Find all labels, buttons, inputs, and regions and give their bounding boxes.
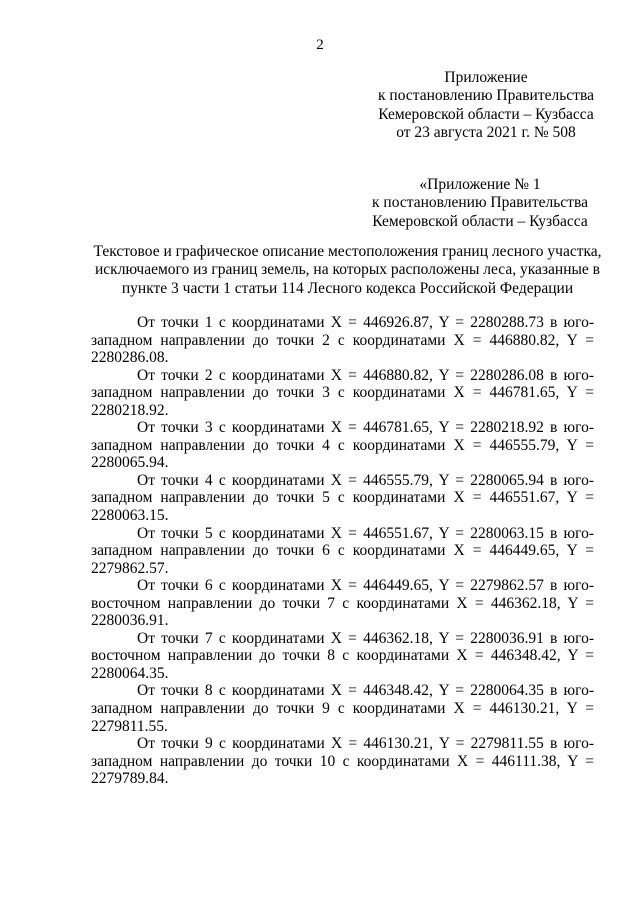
page-number: 2 xyxy=(316,37,324,53)
annex-reference-line: «Приложение № 1 xyxy=(419,176,541,193)
document-title-line: Текстовое и графическое описание местоположения границ лесного участка, xyxy=(93,243,602,260)
boundary-segment-paragraph: От точки 1 с координатами X = 446926.87, Y = 2280288.73 в юго-западном направлении до точки 2 с координатами X = 446880.82, Y = 2280286.08. xyxy=(91,314,594,367)
document-title-line: исключаемого из границ земель, на которых расположены леса, указанные в xyxy=(95,261,600,279)
boundary-segment-paragraph: От точки 5 с координатами X = 446551.67, Y = 2280063.15 в юго-западном направлении до точки 6 с координатами X = 446449.65, Y = 2279862.57. xyxy=(91,524,594,577)
document-title-line: пункте 3 части 1 статьи 114 Лесного кодекса Российской Федерации xyxy=(121,279,574,297)
boundary-segment-paragraph: От точки 9 с координатами X = 446130.21, Y = 2279811.55 в юго-западном направлении до точки 10 с координатами X = 446111.38, Y = 2279789.84. xyxy=(91,735,594,788)
boundary-segment-paragraph: От точки 6 с координатами X = 446449.65, Y = 2279862.57 в юго-восточном направлении до точки 7 с координатами X = 446362.18, Y = 2280036.91. xyxy=(91,577,594,630)
annex-header-line: Кемеровской области – Кузбасса xyxy=(378,105,594,123)
boundary-description xyxy=(91,314,594,788)
annex-reference-line: Кемеровской области – Кузбасса xyxy=(372,212,588,230)
annex-header xyxy=(370,69,602,142)
annex-header-line: к постановлению Правительства xyxy=(378,87,594,105)
boundary-segment-paragraph: От точки 8 с координатами X = 446348.42, Y = 2280064.35 в юго-западном направлении до точки 9 с координатами X = 446130.21, Y = 2279811.55. xyxy=(91,682,594,735)
boundary-segment-paragraph: От точки 4 с координатами X = 446555.79, Y = 2280065.94 в юго-западном направлении до точки 5 с координатами X = 446551.67, Y = 2280063.15. xyxy=(91,471,594,525)
annex-header-line: от 23 августа 2021 г. № 508 xyxy=(396,123,576,141)
document-title xyxy=(60,243,635,298)
boundary-segment-paragraph: От точки 2 с координатами X = 446880.82, Y = 2280286.08 в юго-западном направлении до точки 3 с координатами X = 446781.65, Y = 2280218.92. xyxy=(91,366,594,419)
annex-header-line: Приложение xyxy=(444,69,528,86)
boundary-segment-paragraph: От точки 3 с координатами X = 446781.65, Y = 2280218.92 в юго-западном направлении до точки 4 с координатами X = 446555.79, Y = 2280065.94. xyxy=(91,419,594,472)
annex-reference-line: к постановлению Правительства xyxy=(372,194,588,212)
boundary-segment-paragraph: От точки 7 с координатами X = 446362.18, Y = 2280036.91 в юго-восточном направлении до точки 8 с координатами X = 446348.42, Y = 2280064.35. xyxy=(91,629,594,682)
annex-reference xyxy=(358,176,602,231)
